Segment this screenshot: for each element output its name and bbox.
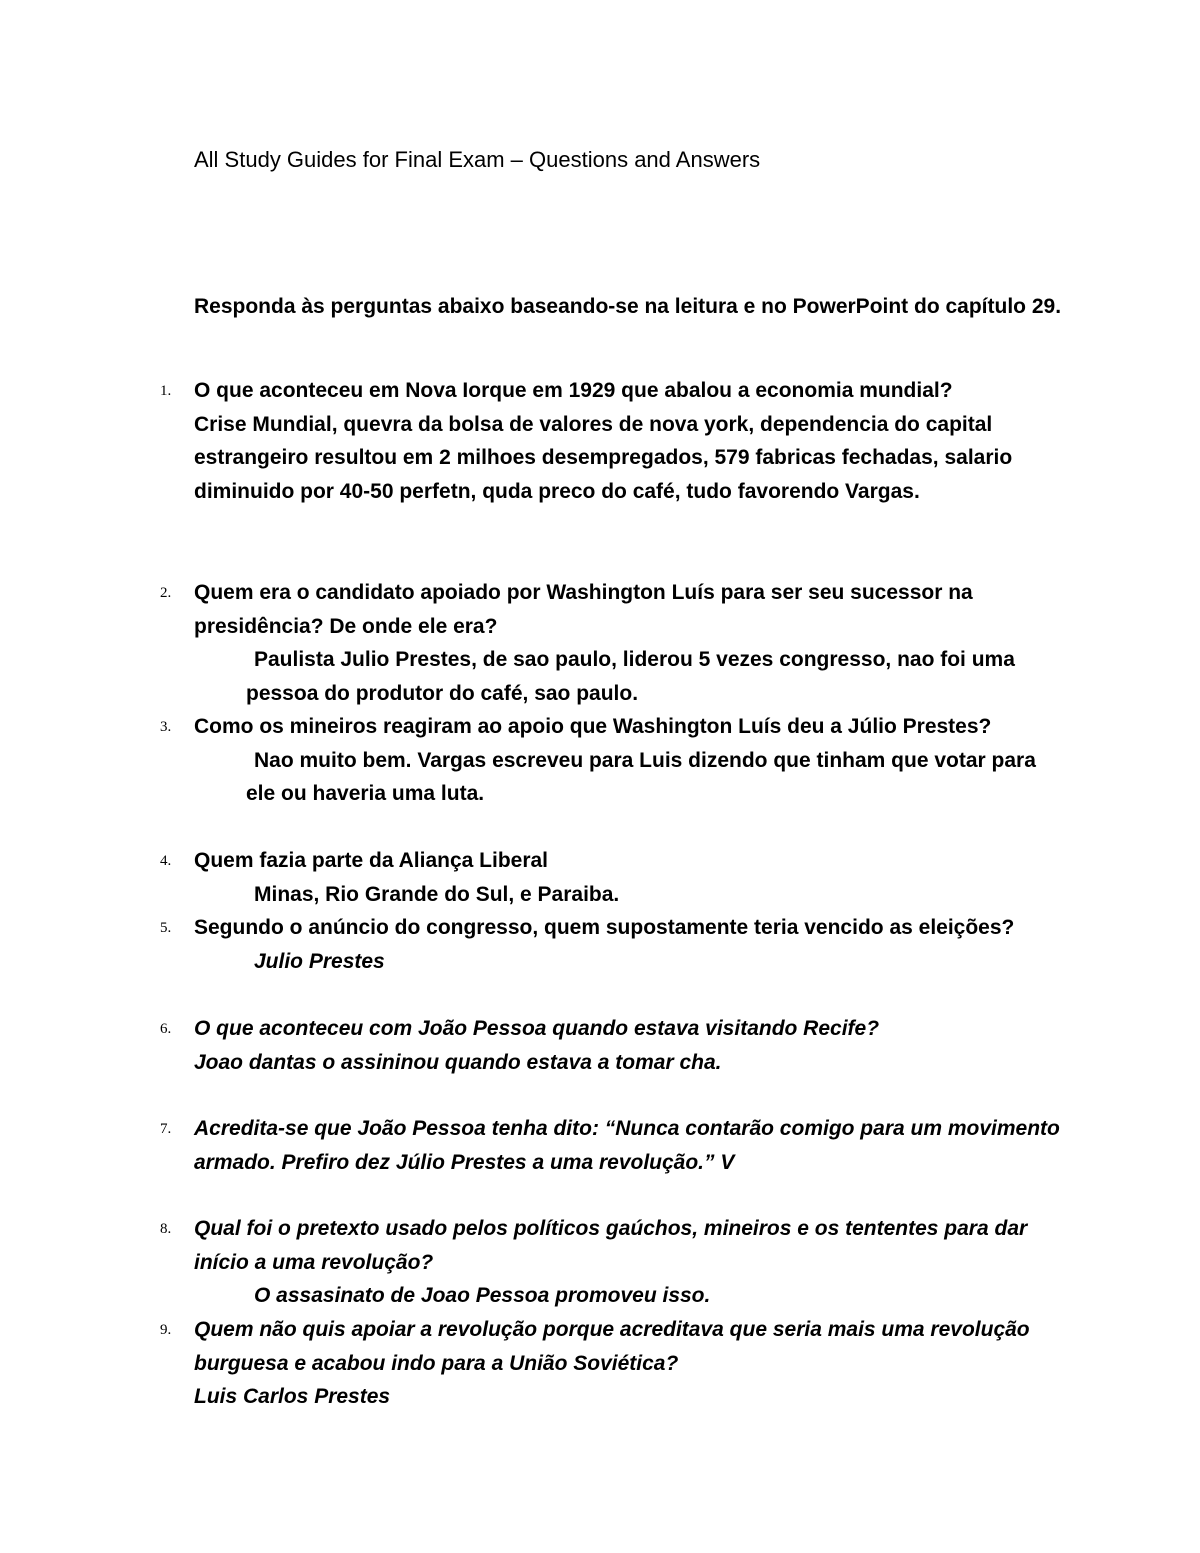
question-number: 5. (160, 920, 172, 936)
question-item-7 (0, 1112, 1200, 1179)
question-text: O que aconteceu em Nova Iorque em 1929 que abalou a economia mundial? (194, 379, 953, 402)
answer-text: Paulista Julio Prestes, de sao paulo, liderou 5 vezes congresso, nao foi uma pessoa do produtor do café, sao paulo. (246, 648, 1015, 705)
question-number: 8. (160, 1221, 172, 1237)
answer-text: Minas, Rio Grande do Sul, e Paraiba. (254, 882, 620, 906)
question-number: 9. (160, 1322, 172, 1338)
question-number: 2. (160, 585, 172, 601)
question-text: Segundo o anúncio do congresso, quem supostamente teria vencido as eleições? (194, 916, 1015, 939)
question-text: Como os mineiros reagiram ao apoio que Washington Luís deu a Júlio Prestes? (194, 715, 992, 738)
answer-text: Luis Carlos Prestes (194, 1385, 391, 1408)
question-item-1 (0, 374, 1200, 508)
question-text: Quem fazia parte da Aliança Liberal (194, 849, 549, 872)
question-text: Qual foi o pretexto usado pelos políticos gaúchos, mineiros e os tententes para dar início a uma revolução? (194, 1217, 1028, 1274)
question-text: Quem não quis apoiar a revolução porque acreditava que seria mais uma revolução burguesa e acabou indo para a União Soviética? (194, 1318, 1030, 1375)
question-item-4 (0, 844, 1200, 911)
instructions-paragraph: Responda às perguntas abaixo baseando-se na leitura e no PowerPoint do capítulo 29. (194, 295, 1062, 318)
question-text: Quem era o candidato apoiado por Washington Luís para ser seu sucessor na presidência? De onde ele era? (194, 581, 973, 638)
answer-text: O assasinato de Joao Pessoa promoveu isso. (254, 1284, 711, 1307)
answer-text: Joao dantas o assininou quando estava a tomar cha. (194, 1050, 722, 1074)
question-item-3 (0, 710, 1200, 811)
document-title: All Study Guides for Final Exam – Questions and Answers (194, 147, 761, 172)
answer-text: Julio Prestes (254, 949, 385, 973)
answer-text: Nao muito bem. Vargas escreveu para Luis dizendo que tinham que votar para ele ou haveria uma luta. (246, 748, 1036, 805)
question-number: 6. (160, 1021, 172, 1037)
question-number: 1. (160, 383, 172, 399)
question-number: 7. (160, 1121, 172, 1137)
question-text: O que aconteceu com João Pessoa quando estava visitando Recife? (194, 1017, 880, 1040)
question-item-6 (0, 1012, 1200, 1079)
question-item-8 (0, 1212, 1200, 1313)
question-item-2 (0, 576, 1200, 710)
question-number: 3. (160, 719, 172, 735)
question-item-9 (0, 1313, 1200, 1414)
question-number: 4. (160, 853, 172, 869)
answer-text: Crise Mundial, quevra da bolsa de valores de nova york, dependencia do capital estrangeiro resultou em 2 milhoes desempregados, 579 fabricas fechadas, salario diminuido por 40-50 perfetn, quda preco do café, tudo favorendo Vargas. (194, 412, 1013, 503)
question-item-5 (0, 911, 1200, 978)
question-text: Acredita-se que João Pessoa tenha dito: “Nunca contarão comigo para um movimento armado. Prefiro dez Júlio Prestes a uma revolução.” V (194, 1117, 1060, 1174)
